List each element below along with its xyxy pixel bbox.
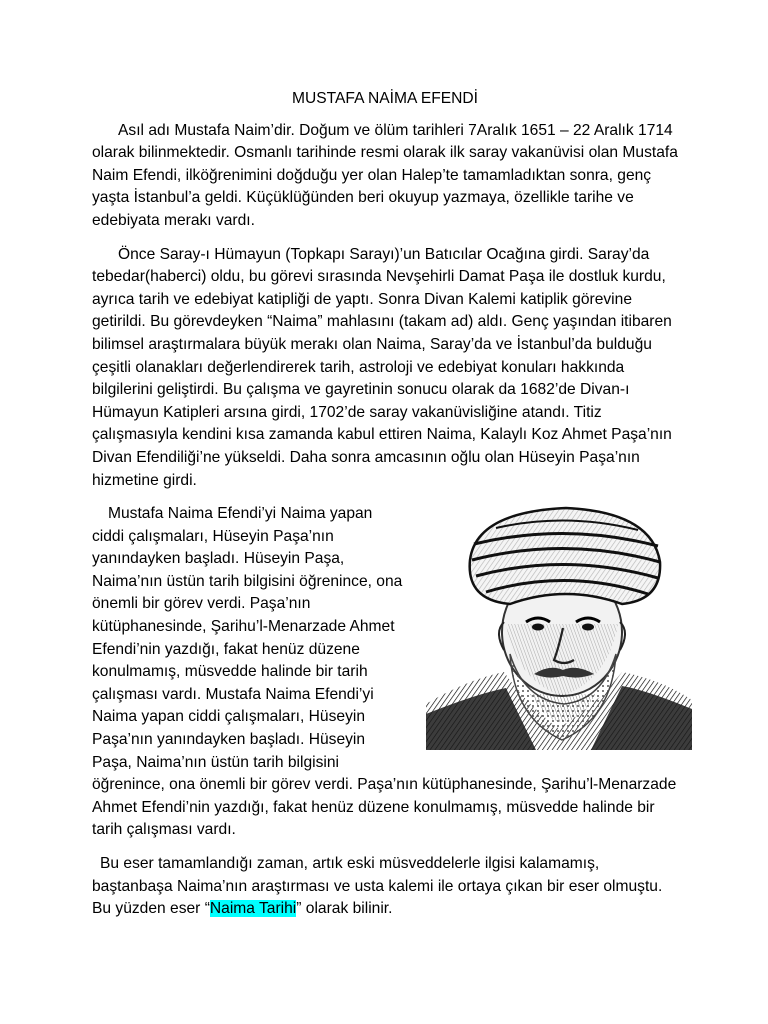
conclusion-end-text: ” olarak bilinir. [296, 900, 393, 918]
paragraph-with-portrait [92, 503, 678, 842]
portrait-image [426, 504, 692, 750]
conclusion-text: Bu eser tamamlandığı zaman, artık eski müsveddelerle ilgisi kalamamış, baştanbaşa Naima’nın araştırması ve usta kalemi ile ortaya çıkan bir eser olmuştu. Bu yüzden eser “ [92, 855, 663, 918]
page-title: MUSTAFA NAİMA EFENDİ [292, 90, 478, 107]
paragraph-naima-work: Mustafa Naima Efendi’yi Naima yapan ciddi çalışmaları, Hüseyin Paşa’nın yanındayken başladı. Hüseyin Paşa, Naima’nın üstün tarih bilgisini öğrenince, ona önemli bir görev verdi. Paşa’nın kütüphanesinde, Şarihu’l-Menarzade Ahmet Efendi’nin yazdığı, fakat henüz düzene konulmamış, müsvedde halinde bir tarih çalışması vardı. Mustafa Naima Efendi’yi Naima yapan ciddi çalışmaları, Hüseyin Paşa’nın yanındayken başladı. Hüseyin Paşa, Naima’nın üstün tarih bilgisini öğrenince, ona önemli bir görev verdi. Paşa’nın kütüphanesinde, Şarihu’l-Menarzade Ahmet Efendi’nin yazdığı, fakat henüz düzene konulmamış, müsvedde halinde bir tarih çalışması vardı. [92, 505, 677, 839]
paragraph-biography-intro: Asıl adı Mustafa Naim’dir. Doğum ve ölüm tarihleri 7Aralık 1651 – 22 Aralık 1714 olarak bilinmektedir. Osmanlı tarihinde resmi olarak ilk saray vakanüvisi olan Mustafa Naim Efendi, ilköğrenimini doğduğu yer olan Halep’te tamamladıktan sonra, genç yaşta İstanbul’a geldi. Küçüklüğünden beri okuyup yazmaya, özellikle tarihe ve edebiyata merakı vardı. [92, 121, 678, 229]
paragraph-conclusion [92, 853, 678, 921]
highlighted-text: Naima Tarihi [209, 900, 297, 918]
paragraph-palace-career: Önce Saray-ı Hümayun (Topkapı Sarayı)’un Batıcılar Ocağına girdi. Saray’da tebedar(haberci) oldu, bu görevi sırasında Nevşehirli Damat Paşa ile dostluk kurdu, ayrıca tarih ve edebiyat katipliği de yaptı. Sonra Divan Kalemi katiplik görevine getirildi. Bu görevdeyken “Naima” mahlasını (takam ad) aldı. Genç yaşından itibaren bilimsel araştırmalara büyük merakı olan Naima, Saray’da ve İstanbul’da bulduğu çeşitli olanakları değerlendirerek tarih, astroloji ve edebiyat konuları hakkında bilgilerini geliştirdi. Bu çalışma ve gayretinin sonucu olarak da 1682’de Divan-ı Hümayun Katipleri arsına girdi, 1702’de saray vakanüvisliğine atandı. Titiz çalışmasıyla kendini kısa zamanda kabul ettiren Naima, Kalaylı Koz Ahmet Paşa’nın Divan Efendiliği’ne yükseldi. Daha sonra amcasının oğlu olan Hüseyin Paşa’nın hizmetine girdi. [92, 245, 672, 489]
